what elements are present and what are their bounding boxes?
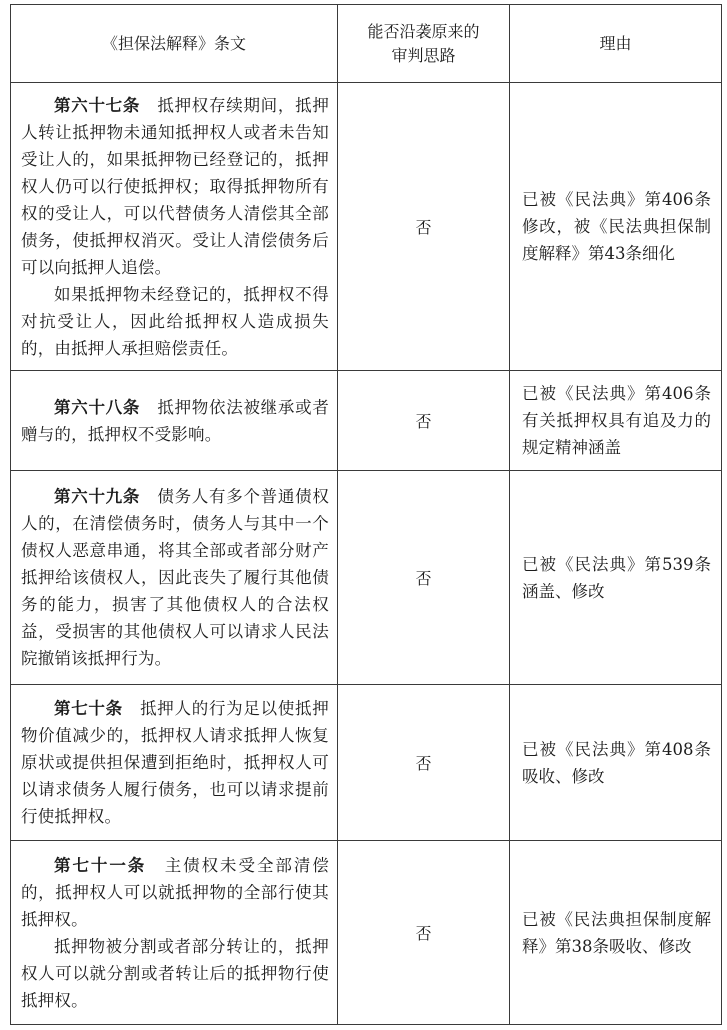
follow-cell: 否	[338, 371, 510, 471]
article-paragraph	[21, 852, 329, 933]
article-paragraph	[21, 281, 329, 362]
reason-cell: 已被《民法典》第406条修改，被《民法典担保制度解释》第43条细化	[510, 83, 722, 371]
table-row	[11, 471, 722, 685]
reason-cell: 已被《民法典》第539条涵盖、修改	[510, 471, 722, 685]
article-cell	[11, 685, 338, 841]
follow-cell: 否	[338, 83, 510, 371]
header-follow-line1: 能否沿袭原来的	[367, 21, 480, 41]
header-follow	[338, 5, 510, 83]
article-text: 抵押物依法被继承或者赠与的，抵押权不受影响。	[21, 397, 330, 444]
article-cell	[11, 471, 338, 685]
article-text: 如果抵押物未经登记的，抵押权不得对抗受让人，因此给抵押权人造成损失的，由抵押人承担赔偿责任。	[21, 284, 329, 358]
table-row	[11, 83, 722, 371]
document-page	[10, 4, 721, 1025]
article-number: 第七十一条	[54, 855, 147, 875]
follow-cell: 否	[338, 685, 510, 841]
article-text: 主债权未受全部清偿的，抵押权人可以就抵押物的全部行使其抵押权。	[21, 855, 329, 929]
article-paragraph	[21, 92, 329, 281]
header-reason: 理由	[510, 5, 722, 83]
article-paragraph	[21, 394, 329, 448]
table-row	[11, 371, 722, 471]
reason-cell: 已被《民法典》第408条吸收、修改	[510, 685, 722, 841]
table-row	[11, 685, 722, 841]
table-row	[11, 841, 722, 1025]
header-follow-line2: 审判思路	[391, 45, 456, 65]
article-text: 抵押权存续期间，抵押人转让抵押物未通知抵押权人或者未告知受让人的，如果抵押物已经登记的，抵押权人仍可以行使抵押权；取得抵押物所有权的受让人，可以代替债务人清偿其全部债务，使抵押权消灭。受让人清偿债务后可以向抵押人追偿。	[21, 95, 330, 277]
article-number: 第七十条	[54, 699, 123, 718]
article-paragraph	[21, 483, 329, 672]
article-paragraph	[21, 933, 329, 1014]
header-article: 《担保法解释》条文	[11, 5, 338, 83]
follow-cell: 否	[338, 841, 510, 1025]
article-number: 第六十九条	[54, 487, 141, 506]
article-cell	[11, 371, 338, 471]
reason-cell: 已被《民法典担保制度解释》第38条吸收、修改	[510, 841, 722, 1025]
interpretation-comparison-table	[10, 4, 722, 1025]
follow-cell: 否	[338, 471, 510, 685]
article-text: 抵押人的行为足以使抵押物价值减少的，抵押权人请求抵押人恢复原状或提供担保遭到拒绝时，抵押权人可以请求债务人履行债务，也可以请求提前行使抵押权。	[21, 699, 329, 826]
article-number: 第六十七条	[54, 95, 141, 115]
article-number: 第六十八条	[54, 397, 141, 417]
article-paragraph	[21, 695, 329, 830]
article-cell	[11, 841, 338, 1025]
article-cell	[11, 83, 338, 371]
table-header-row	[11, 5, 722, 83]
article-text: 债务人有多个普通债权人的，在清偿债务时，债务人与其中一个债权人恶意串通，将其全部或者部分财产抵押给该债权人，因此丧失了履行其他债务的能力，损害了其他债权人的合法权益，受损害的其他债权人可以请求人民法院撤销该抵押行为。	[21, 487, 330, 668]
reason-cell: 已被《民法典》第406条有关抵押权具有追及力的规定精神涵盖	[510, 371, 722, 471]
article-text: 抵押物被分割或者部分转让的，抵押权人可以就分割或者转让后的抵押物行使抵押权。	[21, 936, 329, 1010]
